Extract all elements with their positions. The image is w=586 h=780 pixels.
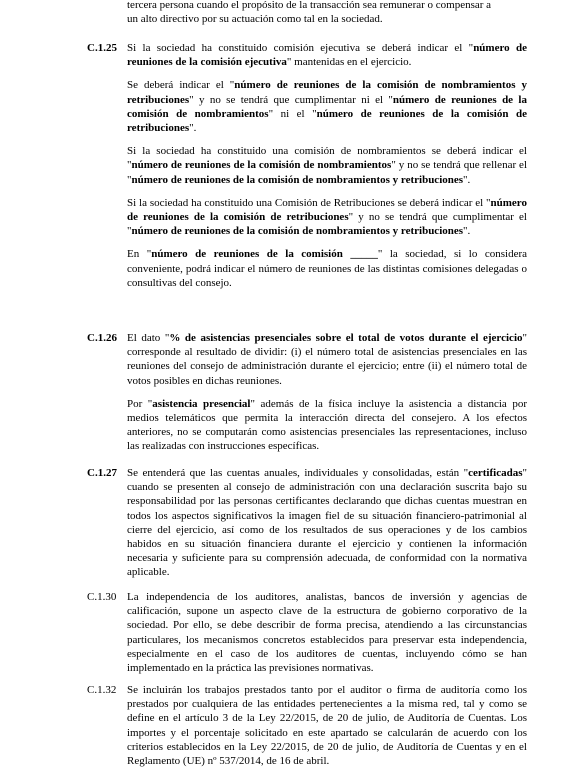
paragraph: Si la sociedad ha constituido comisión ejecutiva se deberá indicar el "número de reuniones de la comisión ejecutiva" mantenidas en el ejercicio. xyxy=(127,42,528,69)
section-c127 xyxy=(87,466,527,580)
section-code: C.1.27 xyxy=(87,467,117,479)
section-code: C.1.25 xyxy=(87,42,117,54)
paragraph: Si la sociedad ha constituido una comisión de nombramientos se deberá indicar el "número de reuniones de la comisión de nombramientos" y no se tendrá que rellenar el "número de reuniones de la comisión de nombramientos y retribuciones". xyxy=(127,145,527,186)
section-c132 xyxy=(87,683,527,768)
paragraph: Se incluirán los trabajos prestados tanto por el auditor o firma de auditoría como los prestados por cualquiera de las entidades pertenecientes a la misma red, tal y como se define en el artículo 3 de la Ley 22/2015, de 20 de julio, de Auditoría de Cuentas. Los importes y el porcentaje solicitado en este apartado se calcularán de acuerdo con los criterios establecidos en la Ley 22/2015, de 20 de julio, de Auditoría de Cuentas y en el Reglamento (UE) nº 537/2014, de 16 de abril. xyxy=(127,684,527,768)
paragraph: El dato "% de asistencias presenciales sobre el total de votos durante el ejercicio" corresponde al resultado de dividir: (i) el número total de asistencias presenciales en las reuniones del consejo de administración durante el ejercicio; entre (ii) el número total de votos posibles en dichas reuniones. xyxy=(127,332,527,387)
section-c130 xyxy=(87,590,527,675)
paragraph: Se deberá indicar el "número de reuniones de la comisión de nombramientos y retribuciones" y no se tendrá que cumplimentar ni el "número de reuniones de la comisión de nombramientos" ni el "número de reuniones de la comisión de retribuciones". xyxy=(127,79,528,135)
paragraph: Se entenderá que las cuentas anuales, individuales y consolidadas, están "certificadas" cuando se presenten al consejo de administración con una declaración suscrita bajo su responsabilidad por las personas certificantes declarando que dichas cuentas muestran en todos los aspectos significativos la imagen fiel de su situación financiero-patrimonial al cierre del ejercicio, así como de los resultados de sus operaciones y de los cambios habidos en su situación financiera durante el ejercicio y contienen la información necesaria y suficiente para su comprensión adecuada, de conformidad con la normativa aplicable. xyxy=(127,467,527,579)
paragraph: La independencia de los auditores, analistas, bancos de inversión y agencias de calificación, supone un aspecto clave de la estructura de gobierno corporativo de la sociedad. Por ello, se debe describir de forma precisa, atendiendo a las circunstancias particulares, los mecanismos concretos establecidos para preservar esta independencia, especialmente en el caso de los auditores de cuentas, incluyendo cómo se han implementado en la práctica las previsiones normativas. xyxy=(127,591,527,675)
section-code: C.1.30 xyxy=(87,591,117,603)
section-code: C.1.32 xyxy=(87,684,117,696)
section-c126 xyxy=(87,331,527,454)
section-code: C.1.26 xyxy=(87,332,117,344)
intro-line-1: tercera persona cuando el propósito de la transacción sea remunerar o compensar a xyxy=(127,0,492,11)
paragraph: En "número de reuniones de la comisión _____" la sociedad, si lo considera conveniente, podrá indicar el número de reuniones de las distintas comisiones delegadas o consultivas del consejo. xyxy=(127,248,528,289)
intro-block xyxy=(87,0,527,26)
paragraph: Por "asistencia presencial" además de la física incluye la asistencia a distancia por medios telemáticos que permita la interacción directa del consejero. A los efectos anteriores, no se computarán como asistencias presenciales las representaciones, incluso las realizadas con instrucciones específicas. xyxy=(127,397,527,453)
intro-line-2: un alto directivo por su actuación como tal en la sociedad. xyxy=(127,13,383,26)
paragraph: Si la sociedad ha constituido una Comisión de Retribuciones se deberá indicar el "número de reuniones de la comisión de retribuciones" y no se tendrá que cumplimentar el "número de reuniones de la comisión de nombramientos y retribuciones". xyxy=(127,196,527,238)
section-c125 xyxy=(87,41,527,290)
